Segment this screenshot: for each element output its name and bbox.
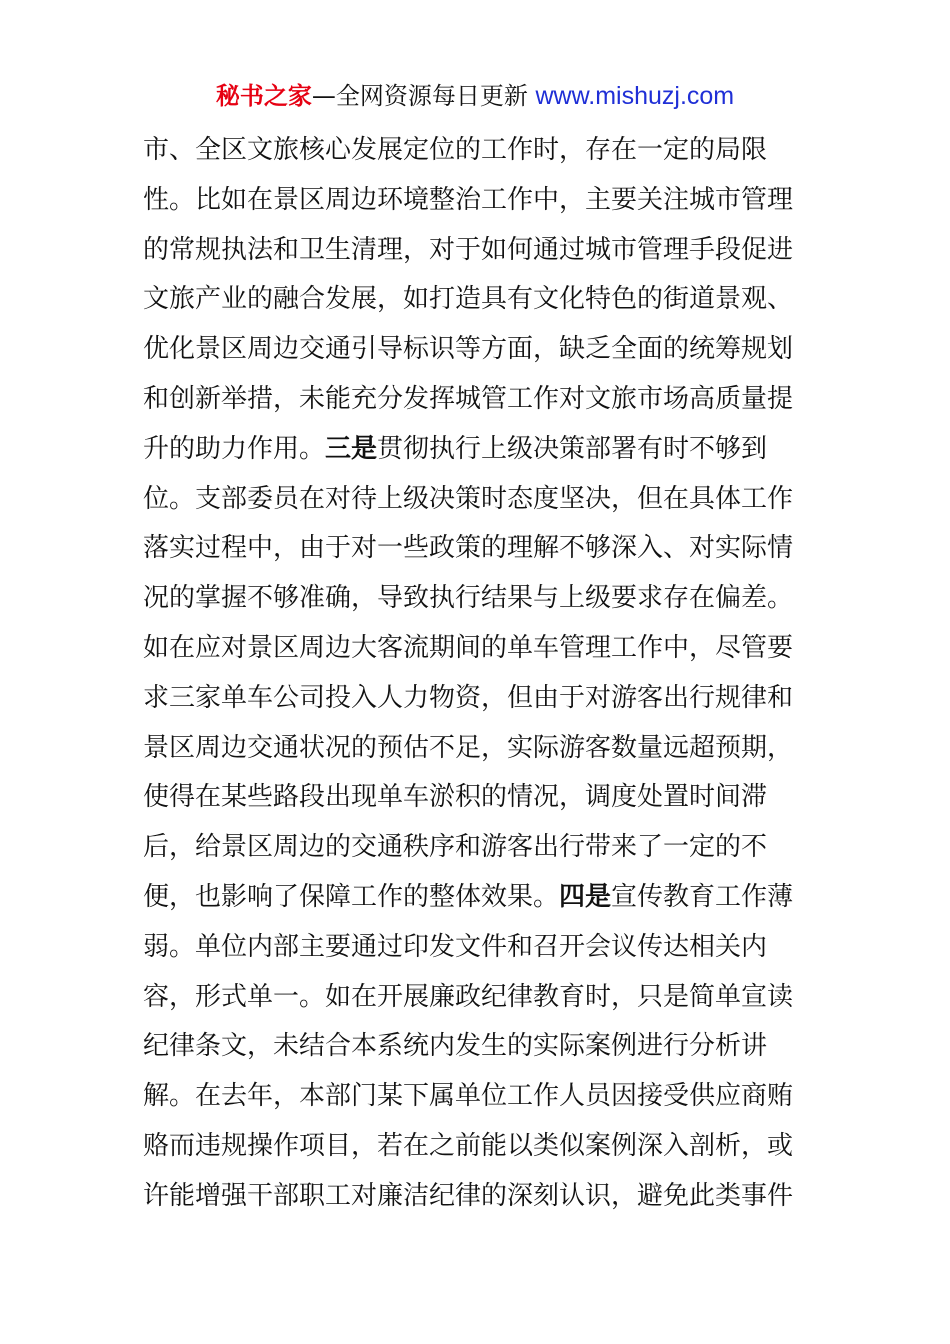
text-line <box>143 176 813 226</box>
text-line <box>143 126 813 176</box>
text-line <box>143 923 813 973</box>
text-line <box>143 425 813 475</box>
text-segment: 便，也影响了保障工作的整体效果。 <box>143 881 560 912</box>
text-segment: 文旅产业的融合发展，如打造具有文化特色的街道景观、 <box>143 284 794 315</box>
emphasis-text: 四是 <box>559 881 612 912</box>
text-line <box>143 674 813 724</box>
text-line <box>143 823 813 873</box>
text-line <box>143 574 813 624</box>
text-line <box>143 1022 813 1072</box>
text-line <box>143 226 813 276</box>
text-segment: 落实过程中，由于对一些政策的理解不够深入、对实际情 <box>143 533 794 564</box>
text-segment: 优化景区周边交通引导标识等方面，缺乏全面的统筹规划 <box>143 334 794 365</box>
text-segment: 赂而违规操作项目，若在之前能以类似案例深入剖析，或 <box>143 1130 794 1161</box>
text-line <box>143 773 813 823</box>
text-segment: 求三家单车公司投入人力物资，但由于对游客出行规律和 <box>143 682 794 713</box>
body-text <box>143 126 813 1222</box>
text-segment: 宣传教育工作薄 <box>611 881 794 912</box>
brand-name: 秘书之家 <box>215 82 312 110</box>
text-line <box>143 1122 813 1172</box>
text-line <box>143 524 813 574</box>
text-line <box>143 873 813 923</box>
text-segment: 纪律条文，未结合本系统内发生的实际案例进行分析讲 <box>143 1031 768 1062</box>
text-line <box>143 973 813 1023</box>
text-line <box>143 475 813 525</box>
text-line <box>143 624 813 674</box>
text-segment: 况的掌握不够准确，导致执行结果与上级要求存在偏差。 <box>143 583 794 614</box>
text-line <box>143 724 813 774</box>
text-line <box>143 375 813 425</box>
text-segment: 弱。单位内部主要通过印发文件和召开会议传达相关内 <box>143 931 768 962</box>
header-tagline: —全网资源每日更新 <box>311 82 536 110</box>
emphasis-text: 三是 <box>325 433 378 464</box>
text-segment: 后，给景区周边的交通秩序和游客出行带来了一定的不 <box>143 832 768 863</box>
text-segment: 解。在去年，本部门某下属单位工作人员因接受供应商贿 <box>143 1081 794 1112</box>
text-segment: 位。支部委员在对待上级决策时态度坚决，但在具体工作 <box>143 483 794 514</box>
site-url-link[interactable]: www.mishuzj.com <box>535 82 735 110</box>
text-segment: 景区周边交通状况的预估不足，实际游客数量远超预期， <box>143 732 794 763</box>
text-line <box>143 275 813 325</box>
text-segment: 的常规执法和卫生清理，对于如何通过城市管理手段促进 <box>143 234 794 265</box>
text-segment: 如在应对景区周边大客流期间的单车管理工作中，尽管要 <box>143 632 794 663</box>
text-line <box>143 325 813 375</box>
page-header <box>0 80 950 112</box>
text-segment: 性。比如在景区周边环境整治工作中，主要关注城市管理 <box>143 184 794 215</box>
text-segment: 容，形式单一。如在开展廉政纪律教育时，只是简单宣读 <box>143 981 794 1012</box>
text-segment: 贯彻执行上级决策部署有时不够到 <box>377 433 768 464</box>
text-line <box>143 1172 813 1222</box>
text-segment: 升的助力作用。 <box>143 433 326 464</box>
text-segment: 和创新举措，未能充分发挥城管工作对文旅市场高质量提 <box>143 383 794 414</box>
text-segment: 使得在某些路段出现单车淤积的情况，调度处置时间滞 <box>143 782 768 813</box>
text-segment: 市、全区文旅核心发展定位的工作时，存在一定的局限 <box>143 135 768 165</box>
text-segment: 许能增强干部职工对廉洁纪律的深刻认识，避免此类事件 <box>143 1180 794 1211</box>
text-line <box>143 1072 813 1122</box>
